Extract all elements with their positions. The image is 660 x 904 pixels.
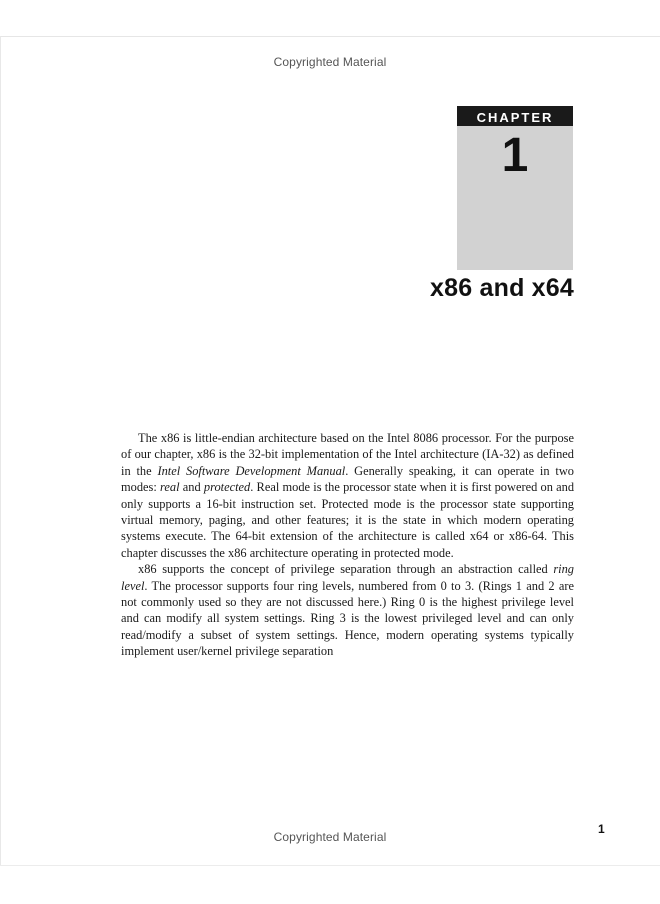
paragraph-1-text-1: The x86 is little-endian architecture based on the Intel 8086 processor. For the purpose of our chapter, x86 is the 32-bit implementation of the Intel architecture (IA-32) as defined in the: [121, 431, 574, 478]
term-real: real: [160, 480, 180, 495]
page-top-edge: [0, 36, 660, 37]
paragraph-1-text-2: . Generally speaking, it can operate in two modes:: [121, 463, 574, 495]
page-number: 1: [598, 822, 605, 836]
page-left-edge: [0, 36, 1, 866]
paragraph-1-text-4: . Real mode is the processor state when it is first powered on and only supports a 16-bit instruction set. Protected mode is the processor state supporting virtual memory, paging, and other features; it is the state in which modern operating systems execute. The 64-bit extension of the architecture is called x64 or x86-64. This chapter discusses the x86 architecture operating in protected mode.: [121, 480, 575, 560]
copyright-watermark-bottom: Copyrighted Material: [273, 830, 387, 844]
chapter-number: 1: [501, 129, 529, 182]
chapter-title: x86 and x64: [430, 274, 574, 302]
chapter-body: [121, 430, 574, 660]
term-ring-level: ring level: [121, 562, 574, 593]
term-protected: protected: [203, 480, 251, 495]
paragraph-1-text-3: and: [179, 480, 204, 495]
paragraph-2-text-1: x86 supports the concept of privilege separation through an abstraction called: [138, 562, 554, 577]
paragraph-2-text-2: . The processor supports four ring levels, numbered from 0 to 3. (Rings 1 and 2 are not commonly used so they are not discussed here.) Ring 0 is the highest privilege level and can modify all system settings. Ring 3 is the lowest privileged level and can only read/modify a subset of system settings. Hence, modern operating systems typically implement user/kernel privilege separation: [121, 578, 574, 659]
chapter-label-bar: [457, 106, 573, 126]
chapter-marker: [457, 106, 573, 270]
paragraph-1: [121, 430, 574, 561]
paragraph-2: [121, 561, 574, 659]
page-bottom-edge: [0, 865, 660, 866]
chapter-label: CHAPTER: [476, 110, 554, 125]
copyright-watermark-top: Copyrighted Material: [273, 55, 387, 69]
manual-title: Intel Software Development Manual: [157, 463, 346, 478]
